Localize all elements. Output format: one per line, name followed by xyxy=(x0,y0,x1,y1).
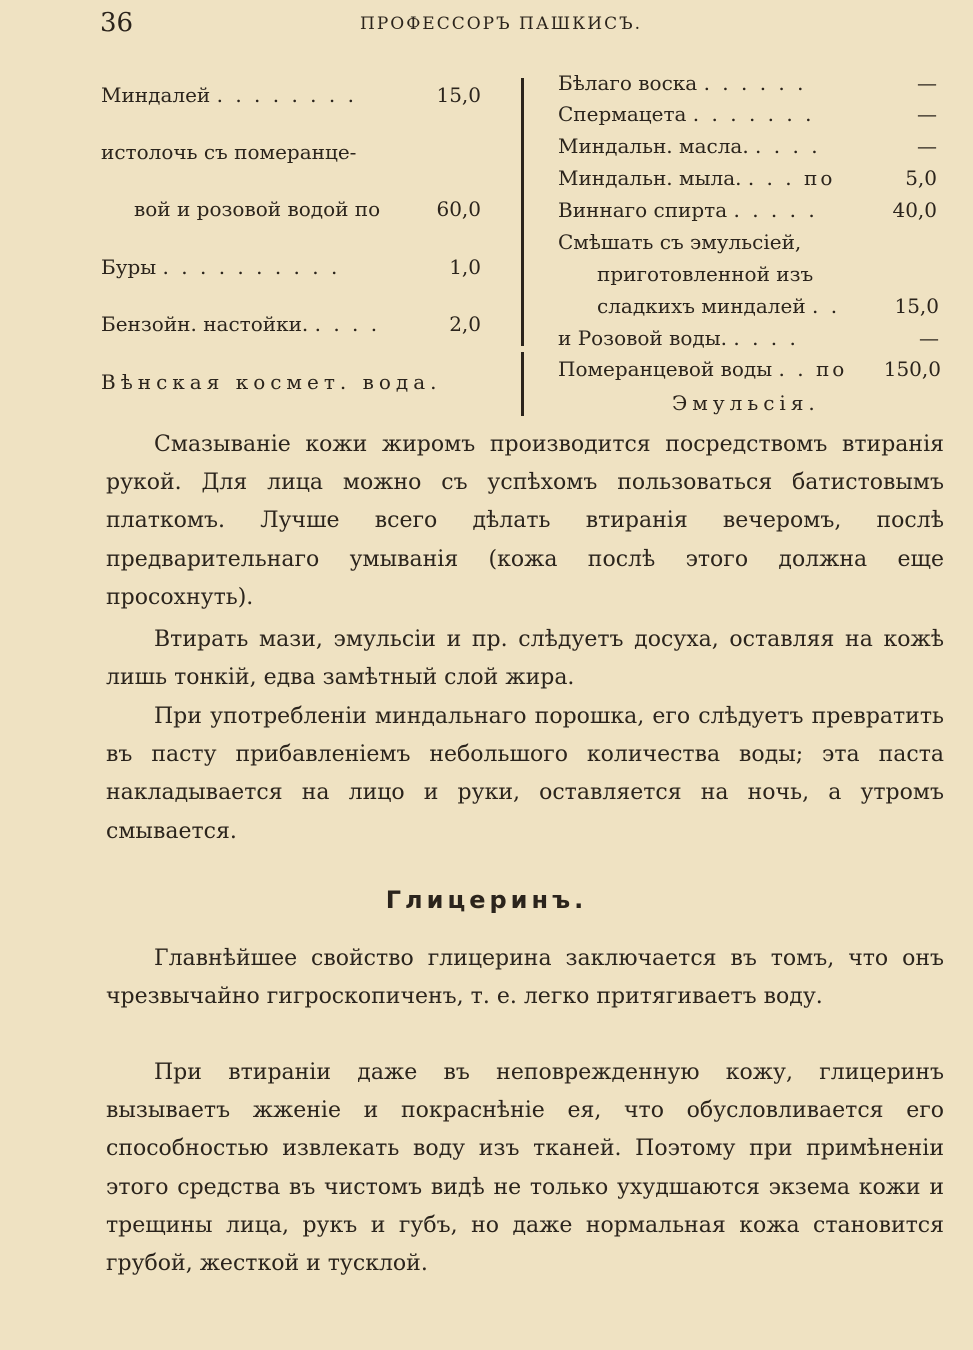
leader-dots: . . . по xyxy=(747,166,836,190)
body-paragraph: Главнѣйшее свойство глицерина заключается въ томъ, что онъ чрезвычайно гигроскопиченъ, т. е. легко притягиваетъ воду. xyxy=(106,946,944,1010)
right-recipe-row-1 xyxy=(558,71,807,95)
leader-dots: . . . . xyxy=(314,312,381,336)
right-recipe-row-10 xyxy=(558,357,847,381)
right-recipe-row-6: Смѣшать съ эмульсiей, xyxy=(558,230,802,254)
right-recipe-row-3 xyxy=(558,134,821,158)
right-recipe-row-9 xyxy=(558,326,799,350)
ingredient-label: Померанцевой воды xyxy=(558,357,773,381)
ingredient-amount: — xyxy=(917,102,937,126)
ingredient-label: Спермацета xyxy=(558,102,687,126)
right-recipe-row-7: приготовленной изъ xyxy=(597,262,814,286)
ingredient-amount: 60,0 xyxy=(436,197,481,221)
left-recipe-row-1 xyxy=(101,83,357,107)
leader-dots: . . . . . . xyxy=(703,71,807,95)
ingredient-amount: 2,0 xyxy=(449,312,481,336)
ingredient-label: Буры xyxy=(101,255,157,279)
leader-dots: . . . . . xyxy=(733,198,818,222)
leader-dots: . . . . xyxy=(755,134,821,158)
ingredient-amount: 150,0 xyxy=(883,357,941,381)
left-recipe-row-5 xyxy=(101,312,380,336)
ingredient-amount: — xyxy=(917,71,937,95)
ingredient-label: Бѣлаго воска xyxy=(558,71,698,95)
ingredient-amount: 1,0 xyxy=(449,255,481,279)
right-recipe-row-4 xyxy=(558,166,835,190)
left-recipe-row-2: истолочь съ померанце- xyxy=(101,140,357,164)
ingredient-label: Миндалей xyxy=(101,83,211,107)
leader-dots: . . . . . . . xyxy=(692,102,815,126)
body-paragraph: Втирать мази, эмульсiи и пр. слѣдуетъ досуха, оставляя на кожѣ лишь тонкiй, едва замѣтный слой жира. xyxy=(106,627,944,691)
column-divider xyxy=(521,352,524,416)
left-recipe-caption: Вѣнская космет. вода. xyxy=(101,370,442,394)
page-number: 36 xyxy=(100,8,134,38)
right-recipe-row-2 xyxy=(558,102,814,126)
ingredient-label: Миндальн. мыла. xyxy=(558,166,742,190)
leader-dots: . . . . xyxy=(733,326,799,350)
ingredient-label: Бензойн. настойки. xyxy=(101,312,309,336)
body-paragraph: Смазыванiе кожи жиромъ производится посредствомъ втиранiя рукой. Для лица можно съ успѣхомъ пользоваться батистовымъ платкомъ. Лучше всего дѣлать втиранiя вечеромъ, послѣ предварительнаго умыванiя (кожа послѣ этого должна еще просохнуть). xyxy=(106,432,944,610)
body-paragraph: При употребленiи миндальнаго порошка, его слѣдуетъ превратить въ пасту прибавленiемъ небольшого количества воды; эта паста накладывается на лицо и руки, оставляется на ночь, а утромъ смывается. xyxy=(106,704,944,844)
ingredient-amount: 15,0 xyxy=(436,83,481,107)
ingredient-amount: 5,0 xyxy=(905,166,937,190)
ingredient-label: Миндальн. масла. xyxy=(558,134,749,158)
leader-dots: . . по xyxy=(778,357,848,381)
right-recipe-row-8 xyxy=(597,294,840,318)
ingredient-amount: — xyxy=(917,134,937,158)
ingredient-amount: 40,0 xyxy=(892,198,937,222)
left-recipe-row-3: вой и розовой водой по xyxy=(134,197,381,221)
ingredient-label: и Розовой воды. xyxy=(558,326,728,350)
ingredient-label: сладкихъ миндалей xyxy=(597,294,806,318)
leader-dots: . . . . . . . . . . xyxy=(162,255,341,279)
right-recipe-row-5 xyxy=(558,198,818,222)
leader-dots: . . xyxy=(812,294,841,318)
ingredient-amount: — xyxy=(919,326,939,350)
ingredient-label: Виннаго спирта xyxy=(558,198,728,222)
right-recipe-caption: Эмульсiя. xyxy=(672,391,820,415)
section-heading: Глицеринъ. xyxy=(385,886,588,914)
body-paragraph: При втиранiи даже въ неповрежденную кожу, глицеринъ вызываетъ жженiе и покраснѣнiе ея, что обусловливается его способностью извлекать воду изъ тканей. Поэтому при примѣненiи этого средства въ чистомъ видѣ не только ухудшаются экзема кожи и трещины лица, рукъ и губъ, но даже нормальная кожа становится грубой, жесткой и тусклой. xyxy=(106,1060,944,1277)
leader-dots: . . . . . . . . xyxy=(216,83,357,107)
running-title: ПРОФЕССОРЪ ПАШКИСЪ. xyxy=(360,14,643,34)
left-recipe-row-4 xyxy=(101,255,340,279)
column-divider xyxy=(521,78,524,346)
ingredient-amount: 15,0 xyxy=(894,294,939,318)
